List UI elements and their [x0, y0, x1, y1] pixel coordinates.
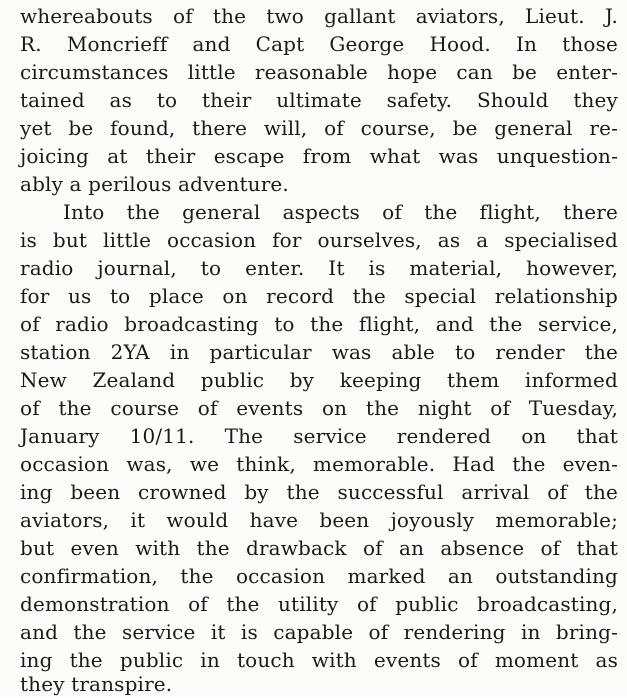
text-line: of the course of events on the night of Tuesday,	[20, 396, 618, 420]
text-line: yet be found, there will, of course, be general re-	[20, 116, 618, 140]
text-line: ing the public in touch with events of moment as	[20, 648, 618, 672]
text-line: station 2YA in particular was able to render the	[20, 340, 618, 364]
text-line: joicing at their escape from what was unquestion-	[20, 144, 618, 168]
text-line: New Zealand public by keeping them informed	[20, 368, 618, 392]
text-line: January 10/11. The service rendered on that	[20, 424, 618, 448]
text-line: radio journal, to enter. It is material, however,	[20, 256, 618, 280]
text-line: is but little occasion for ourselves, as a specialised	[20, 228, 618, 252]
text-line: whereabouts of the two gallant aviators, Lieut. J.	[20, 4, 618, 28]
text-line: aviators, it would have been joyously memorable;	[20, 508, 618, 532]
text-line: they transpire.	[20, 672, 173, 696]
text-line: for us to place on record the special relationship	[20, 284, 618, 308]
text-line: and the service it is capable of rendering in bring-	[20, 620, 618, 644]
text-line: ing been crowned by the successful arrival of the	[20, 480, 618, 504]
text-line: tained as to their ultimate safety. Should they	[20, 88, 618, 112]
text-line: demonstration of the utility of public broadcasting,	[20, 592, 618, 616]
text-line: confirmation, the occasion marked an outstanding	[20, 564, 618, 588]
text-line: of radio broadcasting to the flight, and the service,	[20, 312, 618, 336]
text-line: occasion was, we think, memorable. Had the even-	[20, 452, 618, 476]
text-line: Into the general aspects of the flight, there	[63, 200, 618, 224]
text-line: but even with the drawback of an absence of that	[20, 536, 618, 560]
text-line: ably a perilous adventure.	[20, 172, 289, 196]
text-line: R. Moncrieff and Capt George Hood. In those	[20, 32, 618, 56]
text-line: circumstances little reasonable hope can be enter-	[20, 60, 618, 84]
